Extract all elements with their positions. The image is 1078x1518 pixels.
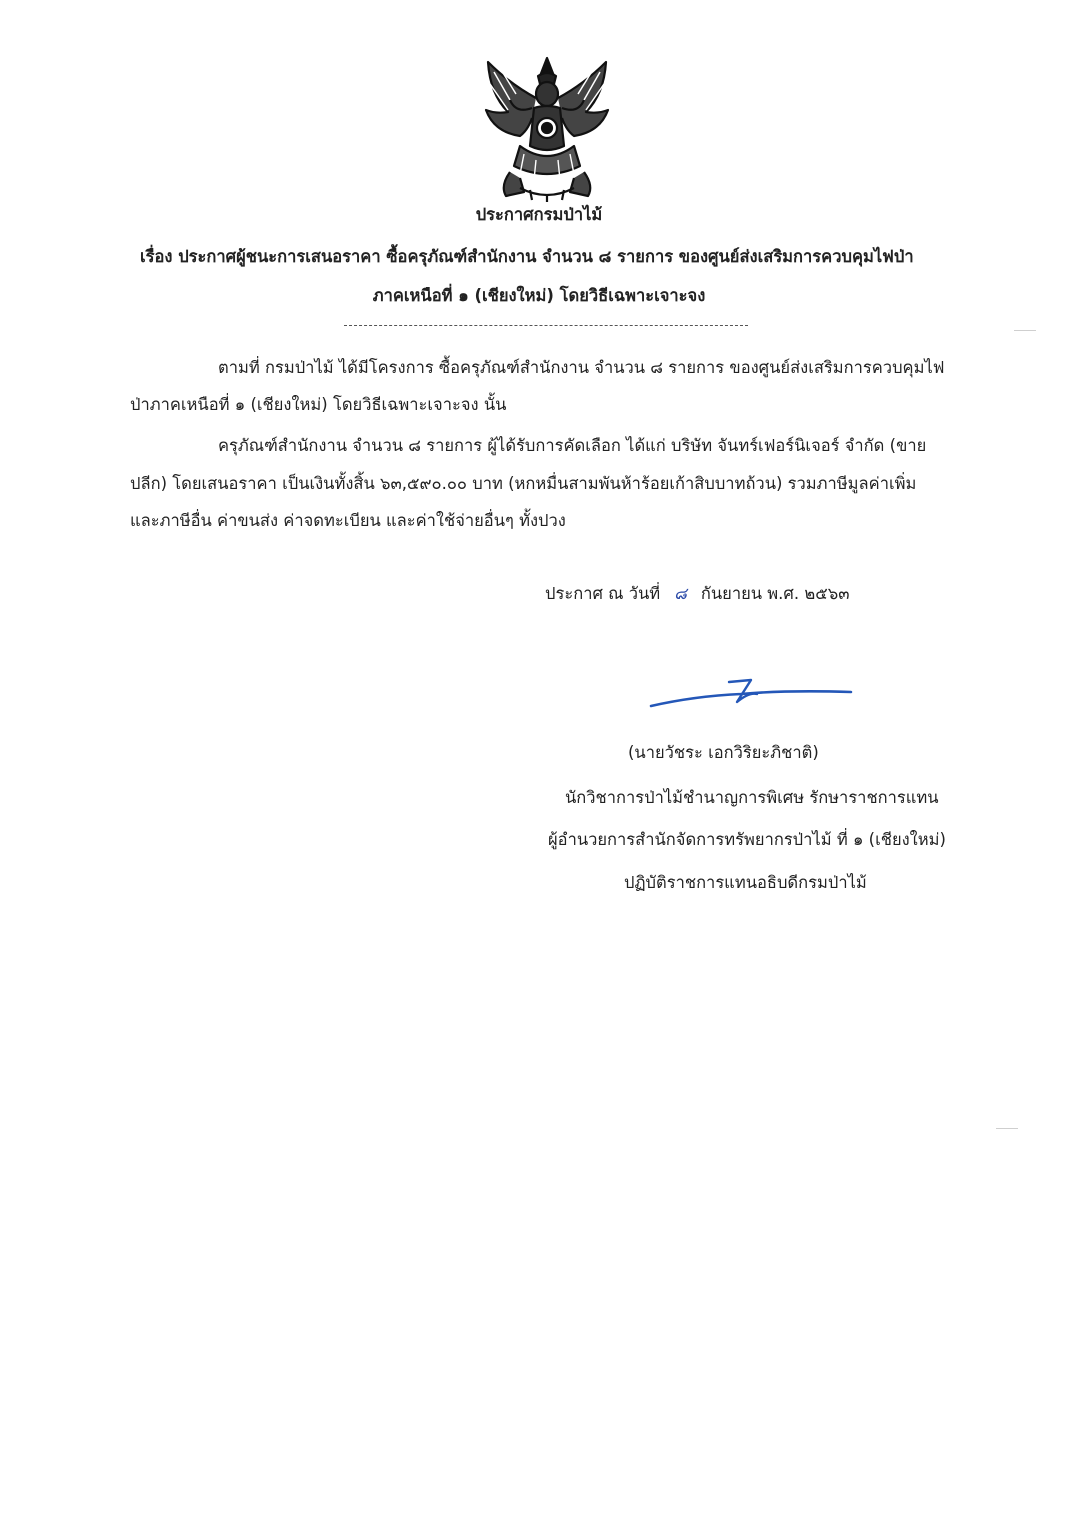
date-prefix: ประกาศ ณ วันที่ xyxy=(545,584,661,603)
subject-line-1: เรื่อง ประกาศผู้ชนะการเสนอราคา ซื้อครุภัณฑ์สำนักงาน จำนวน ๘ รายการ ของศูนย์ส่งเสริมการควบคุมไฟป่า xyxy=(140,247,914,266)
separator-rule xyxy=(344,325,748,326)
document-title: ประกาศกรมป่าไม้ xyxy=(475,205,603,224)
subject-line-2: ภาคเหนือที่ ๑ (เชียงใหม่) โดยวิธีเฉพาะเจาะจง xyxy=(372,286,706,305)
garuda-emblem xyxy=(480,54,614,204)
signature xyxy=(645,672,855,714)
signer-position-1: นักวิชาการป่าไม้ชำนาญการพิเศษ รักษาราชการแทน xyxy=(565,788,939,807)
date-month-year: กันยายน พ.ศ. ๒๕๖๓ xyxy=(700,584,850,603)
signer-position-2: ผู้อำนวยการสำนักจัดการทรัพยากรป่าไม้ ที่ ๑ (เชียงใหม่) xyxy=(548,830,946,849)
paragraph-2-line-1: ครุภัณฑ์สำนักงาน จำนวน ๘ รายการ ผู้ได้รับการคัดเลือก ได้แก่ บริษัท จันทร์เฟอร์นิเจอร์ จำกัด (ขาย xyxy=(218,436,927,455)
signer-position-3: ปฏิบัติราชการแทนอธิบดีกรมป่าไม้ xyxy=(624,873,867,892)
scan-mark xyxy=(996,1128,1018,1129)
announcement-date xyxy=(545,583,850,605)
signer-name: (นายวัชระ เอกวิริยะภิชาติ) xyxy=(628,743,819,762)
paragraph-1-line-1: ตามที่ กรมป่าไม้ ได้มีโครงการ ซื้อครุภัณฑ์สำนักงาน จำนวน ๘ รายการ ของศูนย์ส่งเสริมการควบคุมไฟ xyxy=(218,358,945,377)
scan-mark xyxy=(1014,330,1036,331)
paragraph-2-line-3: และภาษีอื่น ค่าขนส่ง ค่าจดทะเบียน และค่าใช้จ่ายอื่นๆ ทั้งปวง xyxy=(130,511,566,530)
paragraph-2-line-2: ปลีก) โดยเสนอราคา เป็นเงินทั้งสิ้น ๖๓,๕๙๐.๐๐ บาท (หกหมื่นสามพันห้าร้อยเก้าสิบบาทถ้วน) รวมภาษีมูลค่าเพิ่ม xyxy=(130,474,917,493)
date-day: ๘ xyxy=(674,584,687,603)
paragraph-1-line-2: ป่าภาคเหนือที่ ๑ (เชียงใหม่) โดยวิธีเฉพาะเจาะจง นั้น xyxy=(130,395,507,414)
